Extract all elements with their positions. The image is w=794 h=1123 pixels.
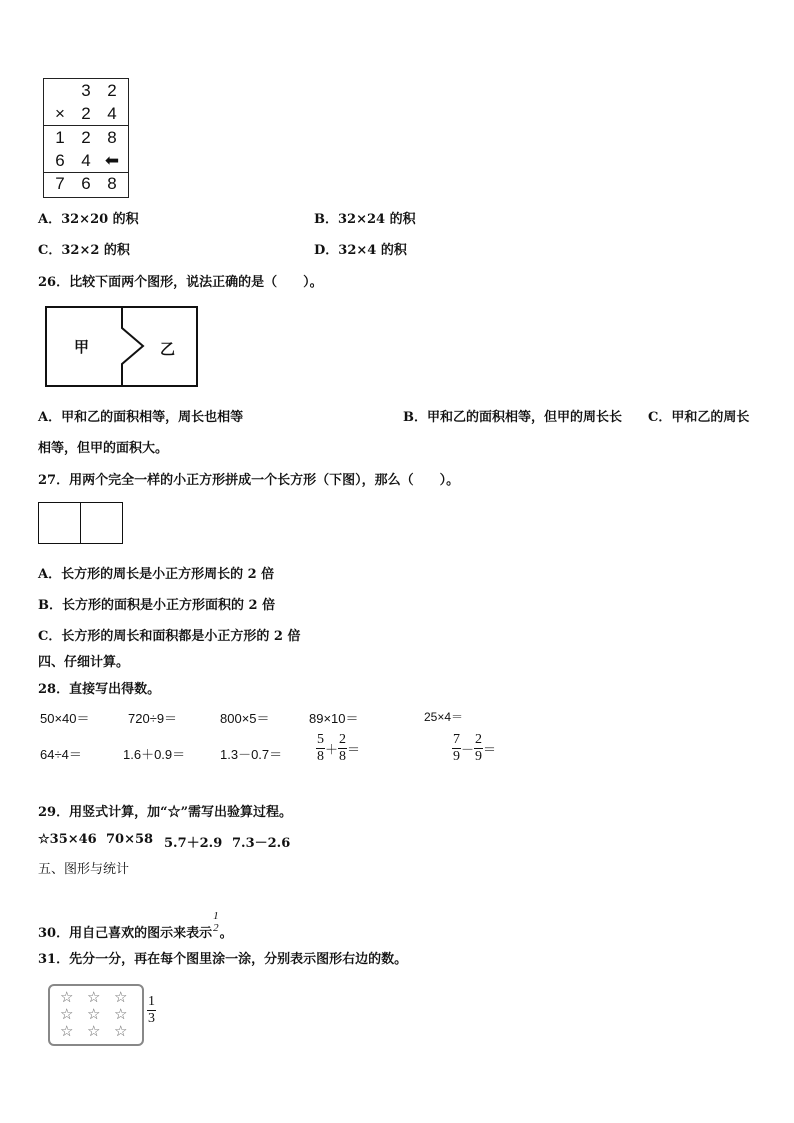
divider-line	[44, 125, 128, 126]
digit: 2	[81, 104, 91, 123]
calc-item: 1.3－0.7＝	[220, 747, 283, 762]
digit: 8	[107, 128, 117, 147]
fraction-expression: $\frac{5}{8}$ ＋ $\frac{2}{8}$ ＝	[317, 732, 361, 764]
divider-line	[44, 172, 128, 173]
question-29: 29．用竖式计算，加“☆”需写出验算过程。	[38, 805, 293, 820]
question-30: 30．用自己喜欢的图示来表示 1 2 。	[38, 910, 233, 941]
shape-label-yi: 乙	[160, 340, 176, 358]
fraction-expression: $\frac{7}{9}$ － $\frac{2}{9}$ ＝	[453, 732, 497, 764]
star-icon: ☆	[87, 988, 101, 1006]
option-d[interactable]: D．32×4 的积	[314, 243, 407, 258]
star-icon: ☆	[60, 1005, 74, 1023]
option-a[interactable]: A．32×20 的积	[38, 212, 139, 227]
calc-item: 720÷9＝	[128, 711, 178, 726]
digit: 6	[55, 151, 65, 170]
option-b[interactable]: B．32×24 的积	[314, 212, 416, 227]
star-icon: ☆	[114, 988, 128, 1006]
arrow-left-icon: ⬅	[104, 151, 120, 171]
fraction-one-half: 1 2	[213, 910, 219, 934]
section-heading: 五、图形与统计	[38, 862, 130, 877]
question-31: 31．先分一分，再在每个图里涂一涂，分别表示图形右边的数。	[38, 952, 408, 967]
calc-item: 25×4＝	[424, 710, 464, 724]
star-icon: ☆	[87, 1005, 101, 1023]
fraction-one-third: $\frac{1}{3}$	[148, 994, 155, 1026]
digit: 8	[107, 174, 117, 193]
option-b[interactable]: B．长方形的面积是小正方形面积的 2 倍	[38, 598, 276, 613]
option-c-continued: 相等，但甲的面积大。	[38, 441, 169, 456]
star-icon: ☆	[114, 1022, 128, 1040]
calc-item: 64÷4＝	[40, 747, 82, 762]
question-28: 28．直接写出得数。	[38, 682, 161, 697]
zigzag-divider	[122, 307, 143, 386]
calc-item: 5.7＋2.9	[164, 836, 223, 851]
calc-item: 7.3－2.6	[232, 836, 291, 851]
shape-comparison-figure	[45, 306, 199, 388]
calc-item: 70×58	[106, 832, 154, 847]
digit: 2	[107, 81, 117, 100]
digit: 7	[55, 174, 65, 193]
question-26: 26．比较下面两个图形，说法正确的是（ ）。	[38, 275, 323, 290]
option-a[interactable]: A．长方形的周长是小正方形周长的 2 倍	[38, 567, 275, 582]
vertical-multiplication	[43, 78, 129, 198]
digit: 1	[55, 128, 65, 147]
option-c[interactable]: C．32×2 的积	[38, 243, 130, 258]
fraction: $\frac{7}{9}$	[453, 732, 460, 764]
shape-label-jia: 甲	[74, 338, 90, 356]
calc-item: 50×40＝	[40, 711, 90, 726]
option-c[interactable]: C．甲和乙的周长	[648, 410, 750, 425]
fraction: $\frac{5}{8}$	[317, 732, 324, 764]
star-icon: ☆	[60, 988, 74, 1006]
digit: 3	[81, 81, 91, 100]
calc-item: ☆35×46	[38, 832, 97, 847]
question-27: 27．用两个完全一样的小正方形拼成一个长方形（下图），那么（ ）。	[38, 473, 460, 488]
star-icon: ☆	[114, 1005, 128, 1023]
star-icon: ☆	[60, 1022, 74, 1040]
calc-item: 89×10＝	[309, 711, 359, 726]
fraction: $\frac{2}{9}$	[475, 732, 483, 764]
option-b[interactable]: B．甲和乙的面积相等，但甲的周长长	[403, 410, 622, 425]
digit: 4	[81, 151, 91, 170]
fraction: $\frac{2}{8}$	[339, 732, 347, 764]
option-a[interactable]: A．甲和乙的面积相等，周长也相等	[38, 410, 244, 425]
two-squares-figure	[38, 502, 124, 545]
calc-item: 800×5＝	[220, 711, 270, 726]
calc-item: 1.6＋0.9＝	[123, 747, 186, 762]
section-heading: 四、仔细计算。	[38, 655, 130, 670]
option-c[interactable]: C．长方形的周长和面积都是小正方形的 2 倍	[38, 629, 301, 644]
digit: 6	[81, 174, 91, 193]
digit: 2	[81, 128, 91, 147]
star-grid-box	[48, 984, 144, 1046]
digit: 4	[107, 104, 117, 123]
star-icon: ☆	[87, 1022, 101, 1040]
times-sign: ×	[55, 104, 65, 123]
